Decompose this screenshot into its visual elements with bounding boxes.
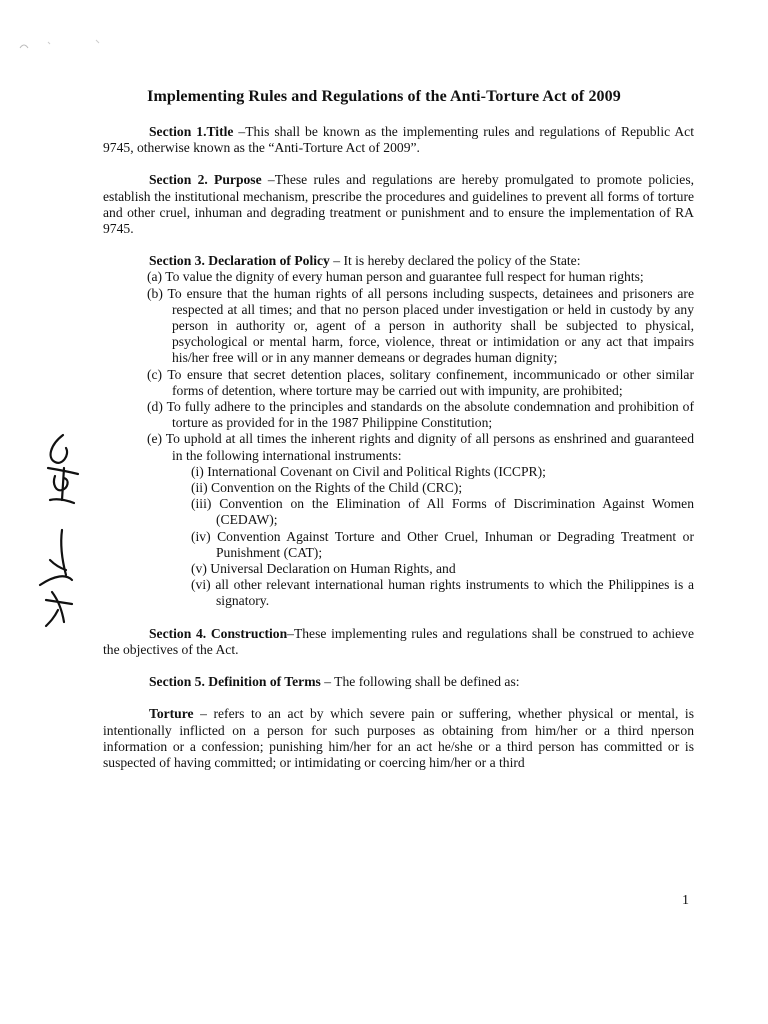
section-5-paragraph (103, 674, 694, 690)
page-number: 1 (682, 893, 689, 908)
instrument-item: (ii) Convention on the Rights of the Child (CRC); (191, 480, 463, 496)
torture-term: Torture (149, 706, 194, 722)
document-body (103, 124, 694, 771)
policy-item: (e) To uphold at all times the inherent rights and dignity of all persons as enshrined and guaranteed in the following international instruments: (147, 431, 694, 463)
section-2-paragraph (103, 172, 694, 237)
section-1-paragraph (103, 124, 694, 156)
section-1-text: –This shall be known as the implementing rules and regulations of Republic Act 9745, otherwise known as the “Anti-Torture Act of 2009”. (103, 124, 694, 156)
section-5-heading: Section 5. Definition of Terms (149, 674, 321, 690)
section-3-text: – It is hereby declared the policy of the State: (329, 253, 581, 269)
section-3-paragraph (103, 253, 694, 269)
instrument-item: (iv) Convention Against Torture and Other Cruel, Inhuman or Degrading Treatment or Punishment (CAT); (191, 528, 694, 560)
instrument-item: (iii) Convention on the Elimination of All Forms of Discrimination Against Women (CEDAW); (191, 496, 694, 528)
section-4-paragraph (103, 626, 694, 658)
policy-list (147, 269, 694, 463)
torture-definition-text: – refers to an act by which severe pain or suffering, whether physical or mental, is intentionally inflicted on a person for such purposes as obtaining from him/her or a third nperson information or a confession; punishing him/her for an act he/she or a third person has committed or is suspected of having committed; or intimidating or coercing him/her or a third (103, 706, 694, 770)
section-4-text: –These implementing rules and regulations shall be construed to achieve the objectives of the Act. (103, 625, 695, 657)
section-3-heading: Section 3. Declaration of Policy (149, 253, 330, 269)
instrument-item: (vi) all other relevant international human rights instruments to which the Philippines is a signatory. (191, 577, 694, 609)
section-2-text: –These rules and regulations are hereby promulgated to promote policies, establish the institutional mechanism, prescribe the procedures and guidelines to prevent all forms of torture and other cruel, inhuman and degrading treatment or punishment and to ensure the implementation of RA 9745. (103, 172, 695, 237)
policy-item: (c) To ensure that secret detention places, solitary confinement, incommunicado or other similar forms of detention, where torture may be carried out with impunity, are prohibited; (147, 366, 694, 398)
instrument-item: (i) International Covenant on Civil and Political Rights (ICCPR); (191, 463, 546, 479)
section-2-heading: Section 2. Purpose (149, 172, 262, 188)
initials-signature-top (48, 435, 78, 503)
section-1-heading: Section 1.Title (149, 124, 234, 139)
instrument-item: (v) Universal Declaration on Human Rights, and (191, 561, 456, 577)
section-5-text: – The following shall be defined as: (320, 674, 520, 690)
torture-definition-paragraph (103, 706, 694, 771)
policy-item: (b) To ensure that the human rights of all persons including suspects, detainees and prisoners are respected at all times; and that no person placed under investigation or held in custody by any person in authority or, agent of a person in authority shall be subjected to physical, psychological or mental harm, force, violence, threat or intimidation or any act that impairs his/her free will or in any manner demeans or degrades human dignity; (147, 285, 694, 366)
document-title: Implementing Rules and Regulations of the Anti-Torture Act of 2009 (147, 88, 621, 105)
policy-item: (a) To value the dignity of every human person and guarantee full respect for human rights; (147, 269, 644, 285)
policy-item: (d) To fully adhere to the principles and standards on the absolute condemnation and prohibition of torture as provided for in the 1987 Philippine Constitution; (147, 399, 694, 431)
section-4-heading: Section 4. Construction (149, 625, 288, 641)
instruments-list (191, 464, 694, 610)
initials-signature-bottom (40, 530, 72, 626)
